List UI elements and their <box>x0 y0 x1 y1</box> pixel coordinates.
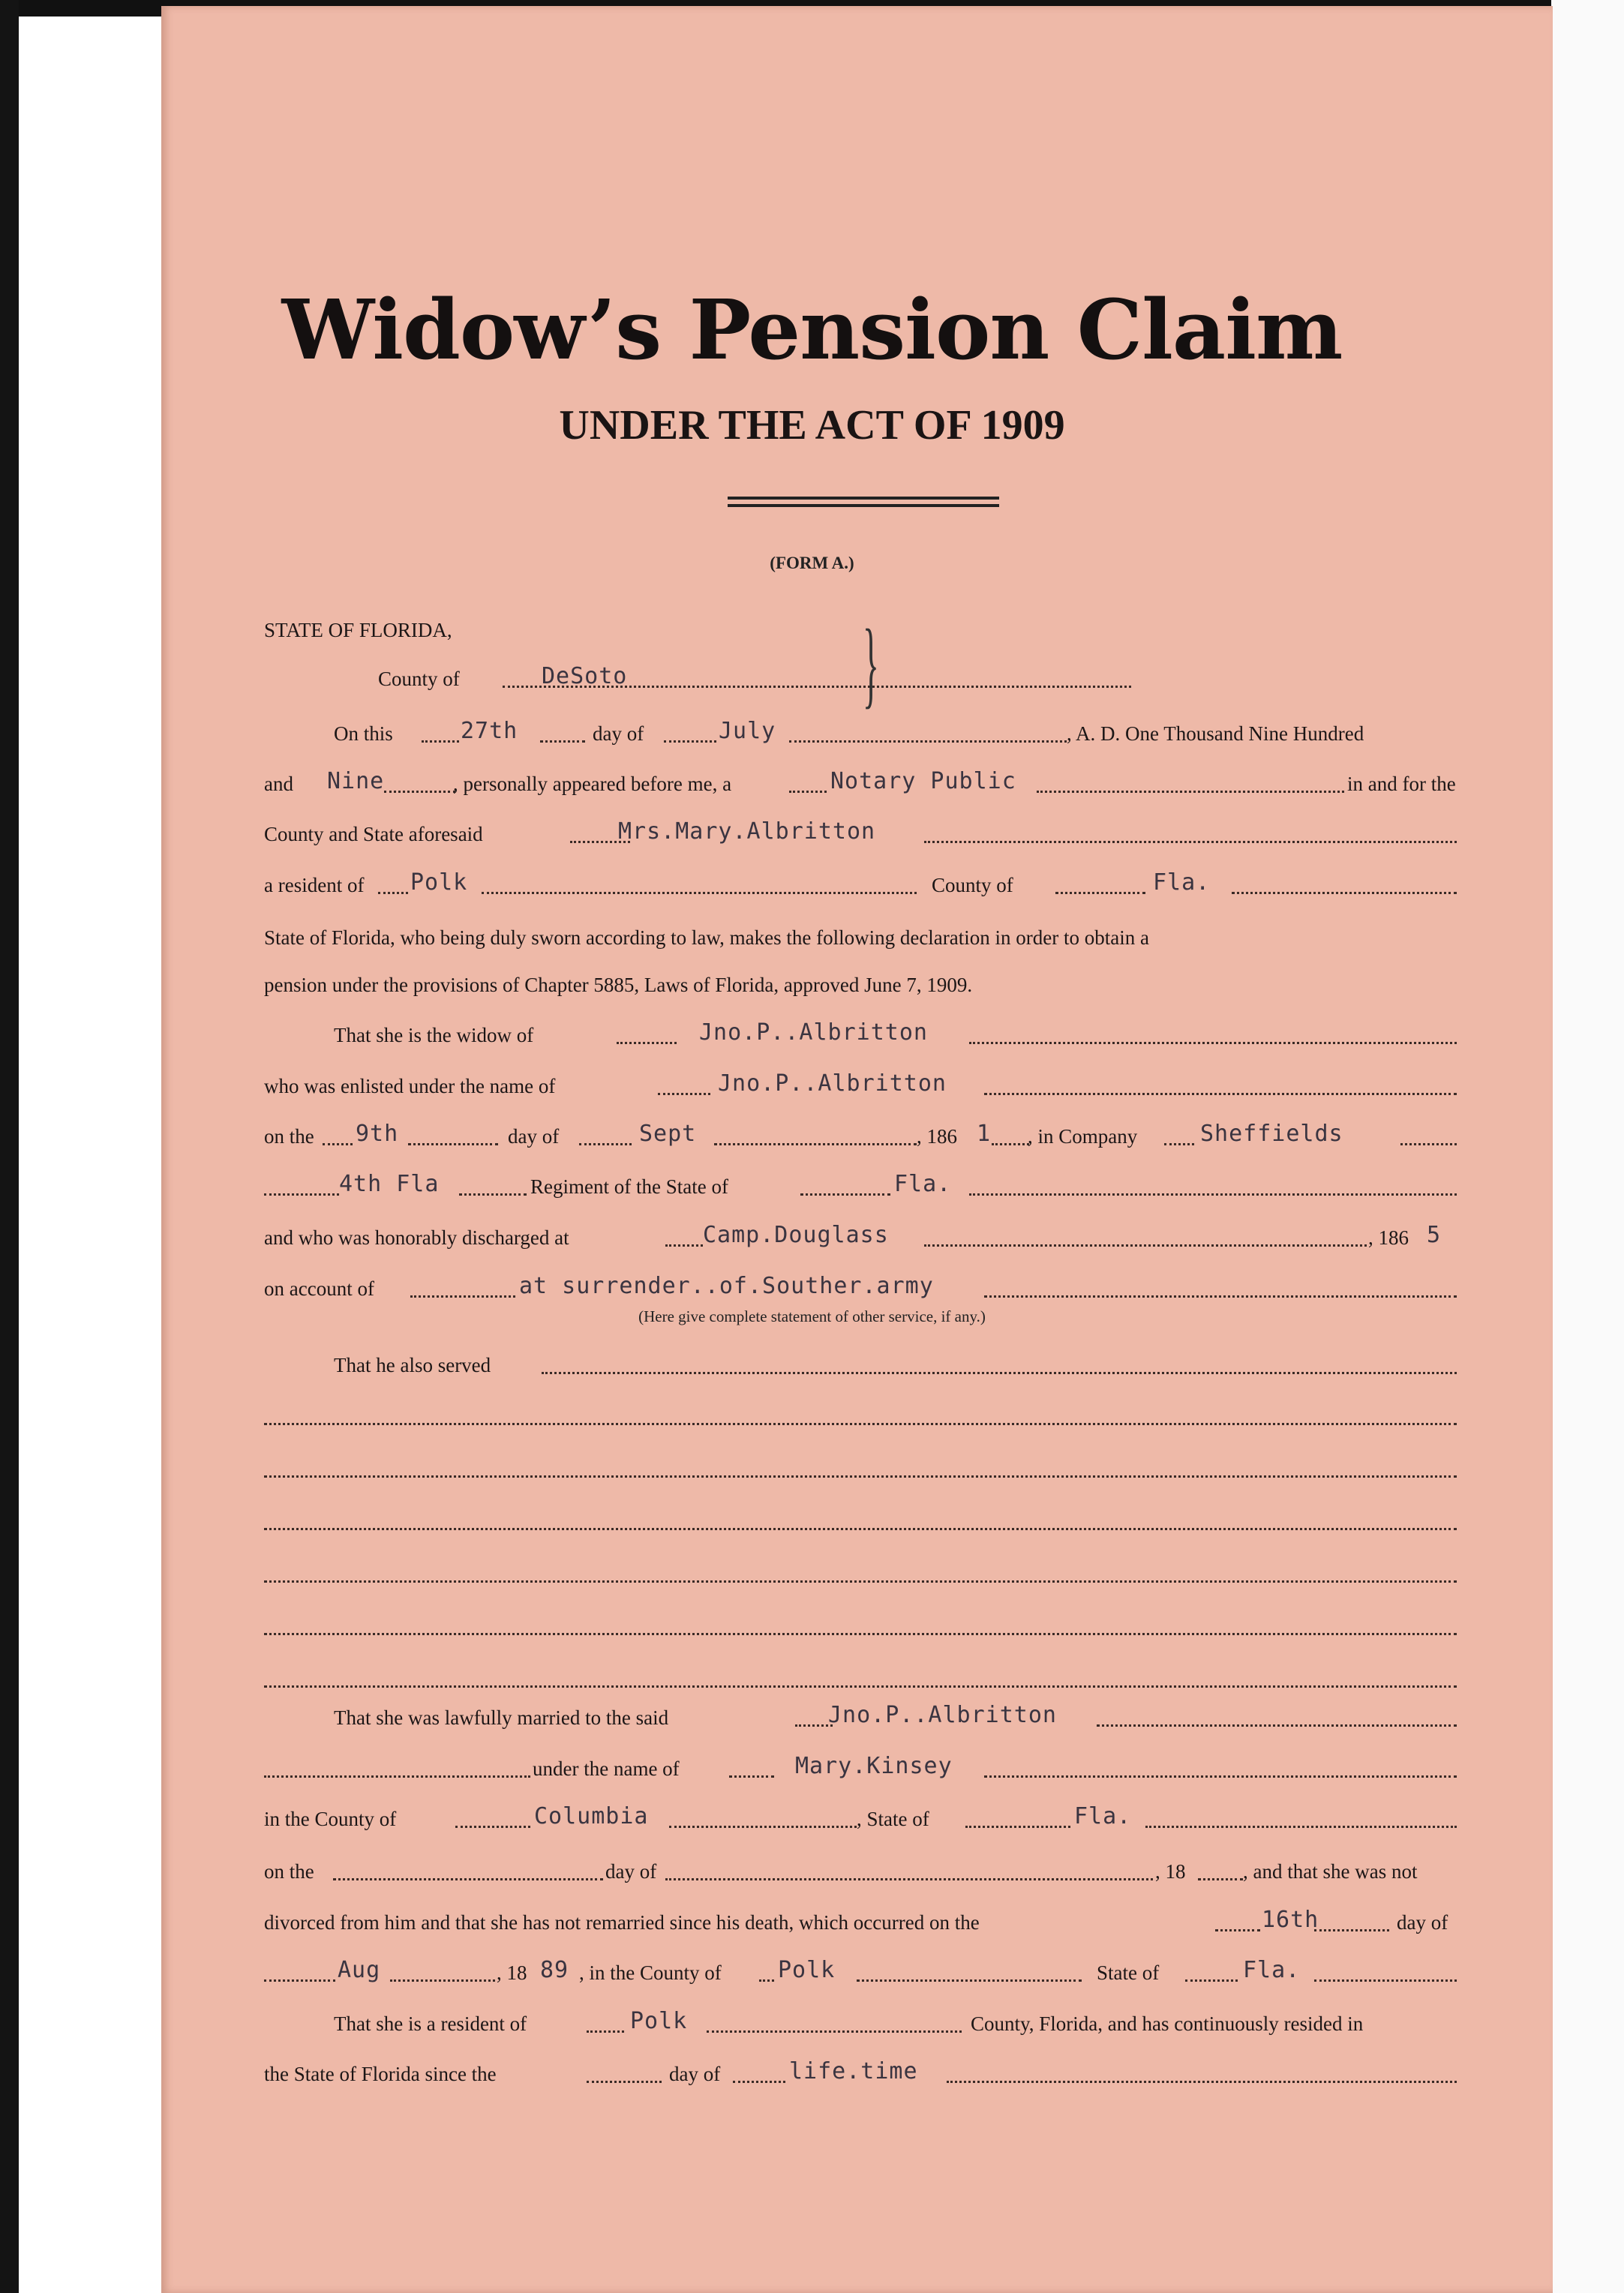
dots <box>795 1724 833 1727</box>
year-value: Nine <box>327 769 385 794</box>
dots <box>789 740 1067 743</box>
dots <box>1400 1143 1457 1145</box>
on-the-label-2: on the <box>264 1860 314 1883</box>
dots <box>857 1979 1082 1982</box>
dots <box>658 1093 710 1095</box>
resident-of-label: a resident of <box>264 874 365 896</box>
since-day-of-label: day of <box>669 2063 721 2085</box>
death-day-value: 16th <box>1262 1907 1319 1933</box>
resident-county-value: Fla. <box>1153 870 1211 896</box>
dots <box>1145 1826 1457 1828</box>
marriage-county-line <box>264 1804 1460 1834</box>
dots <box>384 791 455 793</box>
dots <box>733 2081 785 2083</box>
married-label: That she was lawfully married to the said <box>334 1706 669 1729</box>
dots <box>1037 791 1344 793</box>
regiment-value: 4th Fla <box>339 1172 440 1197</box>
dots <box>1097 1724 1457 1727</box>
dots <box>984 1295 1457 1298</box>
state-of-label: , State of <box>857 1808 929 1830</box>
day-value: 27th <box>461 719 518 744</box>
enlist-month-value: Sept <box>639 1121 697 1147</box>
dots <box>669 1826 857 1828</box>
ad-text: , A. D. One Thousand Nine Hundred <box>1067 722 1364 745</box>
dots <box>1164 1143 1194 1145</box>
marriage-county-value: Columbia <box>534 1804 649 1829</box>
enlist-year-value: 1 <box>977 1121 992 1147</box>
declaration-line-2 <box>264 970 1460 1000</box>
dots <box>924 1244 1367 1247</box>
dots <box>542 1372 1457 1374</box>
service-blank-line-4 <box>264 1559 1460 1589</box>
marriage-day-of-label: day of <box>605 1860 657 1883</box>
dots <box>969 1193 1457 1196</box>
in-company-label: , in Company <box>1028 1125 1138 1148</box>
regiment-line <box>264 1172 1460 1202</box>
state-label: STATE OF FLORIDA, <box>264 619 452 641</box>
dots <box>984 1093 1457 1095</box>
discharge-line <box>264 1223 1460 1253</box>
officer-value: Notary Public <box>830 769 1016 794</box>
on-the-label: on the <box>264 1125 314 1148</box>
discharge-year-value: 5 <box>1427 1223 1442 1248</box>
county-florida-text: County, Florida, and has continuously resided in <box>971 2012 1364 2035</box>
dots <box>264 1633 1457 1635</box>
brace-glyph: } <box>863 610 879 718</box>
dots <box>408 1143 498 1145</box>
dots <box>264 1979 335 1982</box>
residence-line <box>264 870 1460 900</box>
dots <box>264 1580 1457 1583</box>
dots <box>323 1143 353 1145</box>
dots <box>1215 1929 1260 1931</box>
form-label: (FORM A.) <box>770 554 854 572</box>
dots <box>378 892 408 894</box>
on-account-of-label: on account of <box>264 1277 374 1300</box>
dots <box>789 791 827 793</box>
resident-since-label: That she is a resident of <box>334 2012 527 2035</box>
dots <box>390 1979 495 1982</box>
dots <box>1198 1878 1243 1880</box>
form-title: Widow’s Pension Claim <box>281 281 1343 378</box>
dots <box>579 1143 632 1145</box>
widow-line <box>264 1020 1460 1050</box>
dots <box>759 1979 774 1982</box>
marriage-date-line <box>264 1856 1460 1886</box>
account-line <box>264 1274 1460 1304</box>
dots <box>410 1295 515 1298</box>
death-county-label: , in the County of <box>579 1961 722 1984</box>
enlist-day-value: 9th <box>356 1121 399 1147</box>
marriage-year-prefix: , 18 <box>1155 1860 1186 1883</box>
dots <box>992 1143 1029 1145</box>
dots <box>1232 892 1457 894</box>
enlisted-value: Jno.P..Albritton <box>718 1071 947 1097</box>
dots <box>800 1193 890 1196</box>
divorced-text: divorced from him and that she has not remarried since his death, which occurred on the <box>264 1911 980 1934</box>
service-blank-line-2 <box>264 1454 1460 1484</box>
death-month-value: Aug <box>338 1958 381 1983</box>
dots <box>729 1775 774 1778</box>
appeared-text: , personally appeared before me, a <box>453 773 732 795</box>
dots <box>587 2081 662 2083</box>
maiden-name-line <box>264 1754 1460 1784</box>
discharged-at-label: and who was honorably discharged at <box>264 1226 569 1249</box>
dots <box>665 1244 703 1247</box>
enlist-date-line <box>264 1121 1460 1151</box>
since-label: the State of Florida since the <box>264 2063 497 2085</box>
dots <box>617 1042 677 1044</box>
and-label: and <box>264 773 293 795</box>
death-year-prefix: , 18 <box>497 1961 527 1984</box>
officer-line <box>264 769 1460 799</box>
under-name-label: under the name of <box>533 1757 680 1780</box>
dots <box>969 1042 1457 1044</box>
county-of-label: County of <box>932 874 1013 896</box>
account-value: at surrender..of.Souther.army <box>519 1274 934 1299</box>
dots <box>924 841 1457 843</box>
in-and-for-text: in and for the <box>1347 773 1456 795</box>
dots <box>264 1193 339 1196</box>
also-served-line <box>264 1350 1460 1380</box>
dots <box>984 1775 1457 1778</box>
death-place-line <box>264 1958 1460 1988</box>
date-line <box>264 719 1460 749</box>
resident-since-value: Polk <box>630 2009 688 2034</box>
dots <box>965 1826 1070 1828</box>
day-of-label: day of <box>593 722 644 745</box>
form-subtitle: UNDER THE ACT OF 1909 <box>559 402 1065 449</box>
dots <box>707 2030 962 2033</box>
also-served-label: That he also served <box>334 1354 491 1376</box>
dots <box>587 2030 624 2033</box>
month-value: July <box>719 719 776 744</box>
death-state-label: State of <box>1097 1961 1160 1984</box>
service-blank-line-5 <box>264 1611 1460 1641</box>
county-label: County of <box>378 668 460 690</box>
dots <box>947 2081 1457 2083</box>
regiment-state-value: Fla. <box>894 1172 952 1197</box>
dots <box>264 1685 1457 1688</box>
husband-value: Jno.P..Albritton <box>699 1020 928 1046</box>
aforesaid-text: County and State aforesaid <box>264 823 483 845</box>
death-day-of-label: day of <box>1397 1911 1448 1934</box>
dots <box>264 1423 1457 1425</box>
service-note: (Here give complete statement of other service, if any.) <box>638 1307 986 1325</box>
dots <box>264 1775 530 1778</box>
enlist-year-prefix: , 186 <box>917 1125 957 1148</box>
widow-of-label: That she is the widow of <box>334 1024 534 1046</box>
dots <box>714 1143 917 1145</box>
dots <box>1055 892 1145 894</box>
maiden-value: Mary.Kinsey <box>795 1754 953 1779</box>
claimant-line <box>264 819 1460 849</box>
since-line <box>264 2059 1460 2089</box>
discharge-year-prefix: , 186 <box>1368 1226 1409 1249</box>
discharge-place-value: Camp.Douglass <box>703 1223 889 1248</box>
dots <box>455 1826 530 1828</box>
death-state-value: Fla. <box>1243 1958 1301 1983</box>
marriage-state-value: Fla. <box>1074 1804 1132 1829</box>
dots <box>264 1528 1457 1530</box>
declaration-text-2: pension under the provisions of Chapter 5885, Laws of Florida, approved June 7, 1909. <box>264 974 973 996</box>
dots <box>1314 1979 1457 1982</box>
title-rule-top <box>728 497 999 500</box>
married-value: Jno.P..Albritton <box>828 1703 1057 1728</box>
death-county-value: Polk <box>778 1958 836 1983</box>
day-of-label-2: day of <box>508 1125 560 1148</box>
on-this-label: On this <box>334 722 393 745</box>
enlisted-label: who was enlisted under the name of <box>264 1075 556 1097</box>
claimant-value: Mrs.Mary.Albritton <box>618 819 876 845</box>
enlisted-line <box>264 1071 1460 1101</box>
regiment-label: Regiment of the State of <box>530 1175 728 1198</box>
dots <box>665 1878 1153 1880</box>
not-divorced-text: , and that she was not <box>1243 1860 1418 1883</box>
married-line <box>264 1703 1460 1733</box>
state-line <box>264 615 1460 645</box>
since-value: life.time <box>789 2059 918 2084</box>
dots <box>540 740 585 743</box>
in-county-of-label: in the County of <box>264 1808 397 1830</box>
resident-value: Polk <box>410 870 468 896</box>
dots <box>1314 1929 1389 1931</box>
death-year-value: 89 <box>540 1958 569 1983</box>
dots <box>459 1193 527 1196</box>
company-value: Sheffields <box>1200 1121 1343 1147</box>
dots <box>482 892 917 894</box>
dots <box>1185 1979 1238 1982</box>
dots <box>264 1475 1457 1478</box>
service-blank-line-1 <box>264 1401 1460 1431</box>
title-rule-bottom <box>728 504 999 507</box>
county-value: DeSoto <box>542 664 628 689</box>
declaration-text-1: State of Florida, who being duly sworn according to law, makes the following declaration in order to obtain a <box>264 926 1149 949</box>
resident-since-line <box>264 2009 1460 2039</box>
service-blank-line-6 <box>264 1664 1460 1694</box>
county-line <box>264 664 1460 694</box>
service-blank-line-3 <box>264 1506 1460 1536</box>
dots <box>333 1878 603 1880</box>
declaration-line-1 <box>264 923 1460 953</box>
death-line <box>264 1907 1460 1937</box>
dots <box>422 740 459 743</box>
dots <box>664 740 716 743</box>
